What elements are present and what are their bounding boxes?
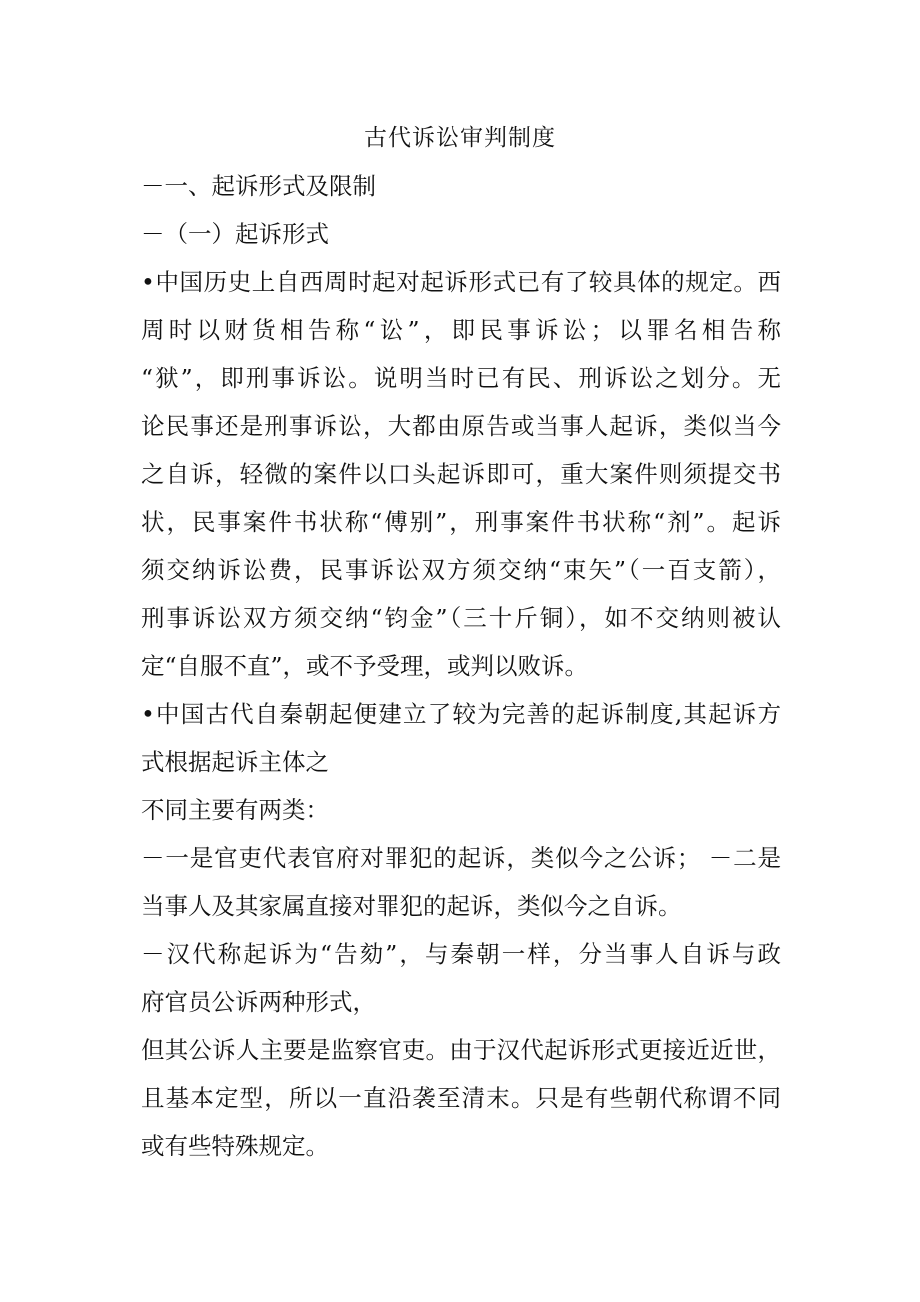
paragraph-line: 须交纳诉讼费，民事诉讼双方须交纳“束矢”（一百支箭）， xyxy=(141,556,781,584)
paragraph-line: 论民事还是刑事诉讼，大都由原告或当事人起诉，类似当今 xyxy=(141,412,781,440)
paragraph-line: “狱”，即刑事诉讼。说明当时已有民、刑诉讼之划分。无 xyxy=(141,364,781,392)
paragraph-line: 不同主要有两类： xyxy=(141,796,329,824)
paragraph-line: •中国历史上自西周时起对起诉形式已有了较具体的规定。西 xyxy=(141,268,781,296)
paragraph-line: 府官员公诉两种形式， xyxy=(141,988,376,1016)
heading-level-2: －（一）起诉形式 xyxy=(141,220,329,248)
paragraph-line: 状，民事案件书状称“傅别”，刑事案件书状称“剂”。起诉 xyxy=(141,508,781,536)
paragraph-line: •中国古代自秦朝起便建立了较为完善的起诉制度,其起诉方 xyxy=(141,700,781,728)
paragraph-line: 但其公诉人主要是监察官吏。由于汉代起诉形式更接近近世， xyxy=(141,1036,781,1064)
heading-level-1: －一、起诉形式及限制 xyxy=(141,172,376,200)
paragraph-line: 定“自服不直”，或不予受理，或判以败诉。 xyxy=(141,652,589,680)
paragraph-line: －汉代称起诉为“告劾”，与秦朝一样，分当事人自诉与政 xyxy=(141,940,781,968)
paragraph-line: 且基本定型，所以一直沿袭至清末。只是有些朝代称谓不同 xyxy=(141,1084,781,1112)
paragraph-line: 之自诉，轻微的案件以口头起诉即可，重大案件则须提交书 xyxy=(141,460,781,488)
paragraph-line: －一是官吏代表官府对罪犯的起诉，类似今之公诉； －二是 xyxy=(141,844,781,872)
paragraph-line: 或有些特殊规定。 xyxy=(141,1132,329,1160)
document-title: 古代诉讼审判制度 xyxy=(364,125,556,151)
paragraph-line: 周时以财货相告称“讼”，即民事诉讼；以罪名相告称 xyxy=(141,316,781,344)
paragraph-line: 当事人及其家属直接对罪犯的起诉，类似今之自诉。 xyxy=(141,892,682,920)
paragraph-line: 式根据起诉主体之 xyxy=(141,748,329,776)
paragraph-line: 刑事诉讼双方须交纳“钧金”（三十斤铜），如不交纳则被认 xyxy=(141,604,781,632)
